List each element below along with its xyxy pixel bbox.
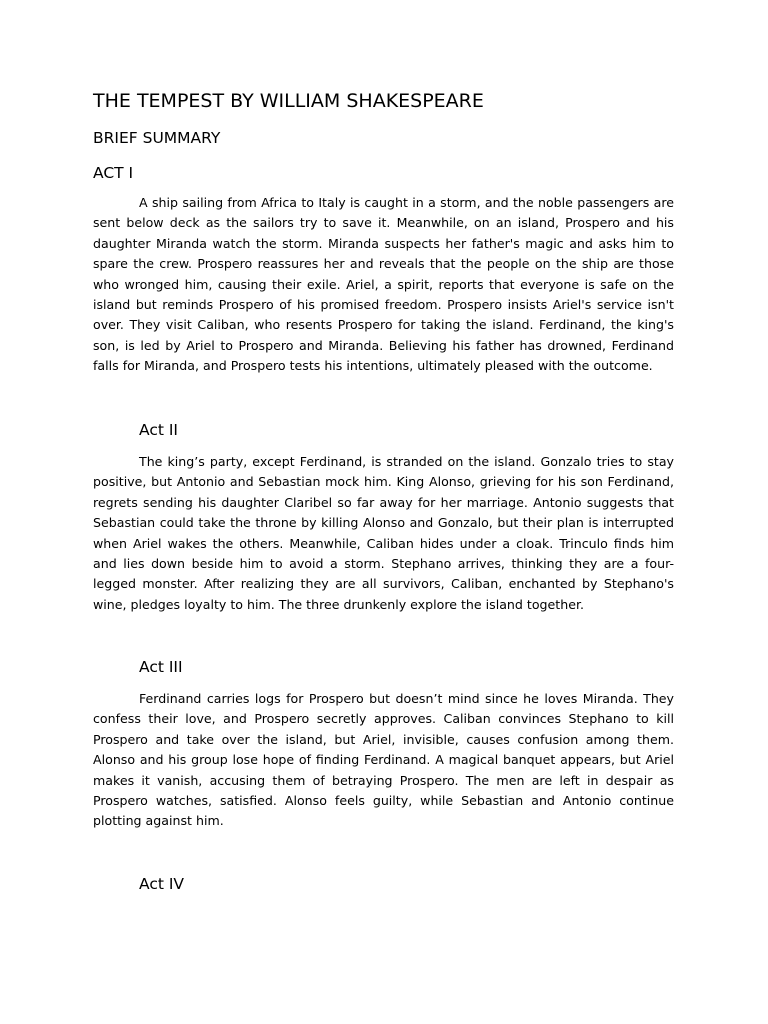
act-3-summary: Ferdinand carries logs for Prospero but doesn’t mind since he loves Miranda. They confess their love, and Prospero secretly approves. Caliban convinces Stephano to kill Prospero and take over the island, but Ariel, invisible, causes confusion among them. Alonso and his group lose hope of finding Ferdinand. A magical banquet appears, but Ariel makes it vanish, accusing them of betraying Prospero. The men are left in despair as Prospero watches, satisfied. Alonso feels guilty, while Sebastian and Antonio continue plotting against him. [93,691,674,829]
act-1-heading: ACT I [93,164,134,182]
act-4-heading: Act IV [139,875,185,893]
document-title: THE TEMPEST BY WILLIAM SHAKESPEARE [93,90,484,112]
act-2-summary: The king’s party, except Ferdinand, is stranded on the island. Gonzalo tries to stay positive, but Antonio and Sebastian mock him. King Alonso, grieving for his son Ferdinand, regrets sending his daughter Claribel so far away for her marriage. Antonio suggests that Sebastian could take the throne by killing Alonso and Gonzalo, but their plan is interrupted when Ariel wakes the others. Meanwhile, Caliban hides under a cloak. Trinculo finds him and lies down beside him to avoid a storm. Stephano arrives, thinking they are a four-legged monster. After realizing they are all survivors, Caliban, enchanted by Stephano's wine, pledges loyalty to him. The three drunkenly explore the island together. [93,454,674,612]
act-2-heading: Act II [139,421,178,439]
act-1-summary: A ship sailing from Africa to Italy is caught in a storm, and the noble passengers are sent below deck as the sailors try to save it. Meanwhile, on an island, Prospero and his daughter Miranda watch the storm. Miranda suspects her father's magic and asks him to spare the crew. Prospero reassures her and reveals that the people on the ship are those who wronged him, causing their exile. Ariel, a spirit, reports that everyone is safe on the island but reminds Prospero of his promised freedom. Prospero insists Ariel's service isn't over. They visit Caliban, who resents Prospero for taking the island. Ferdinand, the king's son, is led by Ariel to Prospero and Miranda. Believing his father has drowned, Ferdinand falls for Miranda, and Prospero tests his intentions, ultimately pleased with the outcome. [93,195,674,374]
document-subtitle: BRIEF SUMMARY [93,129,221,147]
act-3-heading: Act III [139,658,183,676]
